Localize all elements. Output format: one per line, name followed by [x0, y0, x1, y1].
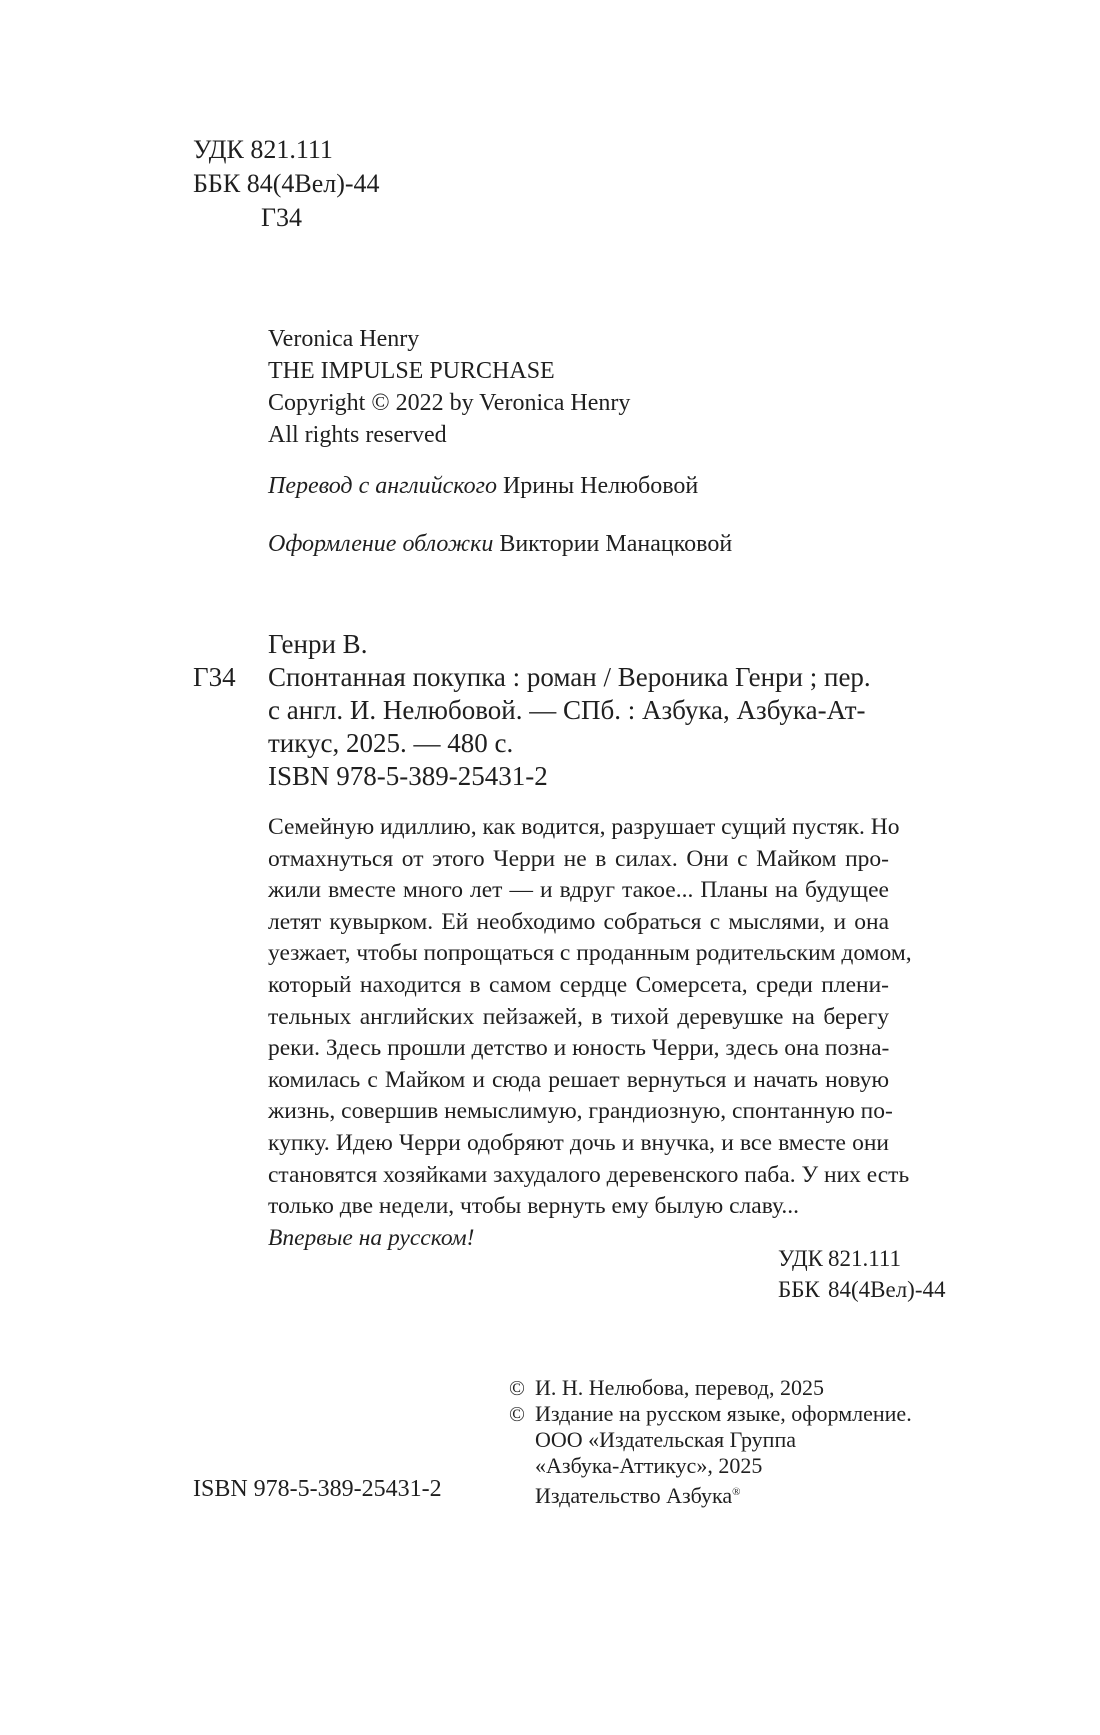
classification-top: [193, 133, 380, 235]
rights-statement: All rights reserved: [268, 422, 447, 448]
classification-bottom: [778, 1243, 946, 1305]
cover-designer-name: Виктории Манацковой: [499, 531, 733, 557]
bbk-row: [778, 1274, 946, 1305]
biblio-line: тикус, 2025. — 480 с.: [268, 728, 514, 758]
isbn-bottom: ISBN 978-5-389-25431-2: [193, 1476, 442, 1502]
copyright-icon: ©: [509, 1402, 525, 1426]
annotation-tagline: Впервые на русском!: [268, 1224, 475, 1251]
publisher-imprint: [535, 1479, 912, 1509]
translation-copyright: [509, 1375, 912, 1401]
annotation-line: комилась с Майком и сюда решает вернуться и начать новую: [268, 1066, 889, 1093]
original-copyright: Copyright © 2022 by Veronica Henry: [268, 390, 631, 416]
publisher-line: ООО «Издательская Группа: [535, 1427, 796, 1452]
bbk-code: ББК 84(4Вел)-44: [193, 169, 380, 198]
translation-credit: [268, 470, 698, 502]
copyright-notices: [509, 1375, 912, 1509]
annotation-line: становятся хозяйками захудалого деревенского паба. У них есть: [268, 1161, 910, 1188]
registered-trademark-icon: ®: [732, 1486, 741, 1498]
original-edition-info: [268, 323, 630, 451]
bibliographic-description: [268, 661, 888, 793]
bbk-label: ББК: [778, 1277, 820, 1302]
annotation-line: Семейную идиллию, как водится, разрушает сущий пустяк. Но: [268, 814, 900, 840]
udk-label: УДК: [778, 1246, 823, 1271]
cover-label: Оформление обложки: [268, 531, 494, 557]
translation-label: Перевод с английского: [268, 473, 497, 499]
edition-copyright-text: Издание на русском языке, оформление.: [535, 1401, 912, 1426]
annotation: [268, 812, 912, 1254]
author-heading: Генри В.: [268, 629, 368, 659]
cover-design-credit: [268, 528, 732, 560]
annotation-line: купку. Идею Черри одобряют дочь и внучка, и все вместе они: [268, 1129, 889, 1156]
copyright-icon: ©: [509, 1376, 525, 1400]
translator-name: Ирины Нелюбовой: [502, 473, 699, 499]
annotation-line: только две недели, чтобы вернуть ему былую славу...: [268, 1193, 800, 1220]
record-isbn: ISBN 978-5-389-25431-2: [268, 761, 548, 791]
annotation-line: уезжает, чтобы попрощаться с проданным родительским домом,: [268, 940, 912, 967]
annotation-line: летят кувырком. Ей необходимо собраться с мыслями, и она: [268, 908, 889, 935]
original-title: THE IMPULSE PURCHASE: [268, 358, 555, 384]
biblio-line: Спонтанная покупка : роман / Вероника Генри ; пер.: [268, 662, 871, 692]
biblio-line: с англ. И. Нелюбовой. — СПб. : Азбука, Азбука-Ат-: [268, 695, 866, 725]
udk-row: [778, 1243, 946, 1274]
publisher-imprint-text: Издательство Азбука: [535, 1483, 733, 1508]
author-sign: Г34: [261, 203, 303, 232]
annotation-line: реки. Здесь прошли детство и юность Черри, здесь она позна-: [268, 1035, 890, 1062]
translation-copyright-text: И. Н. Нелюбова, перевод, 2025: [535, 1375, 824, 1400]
edition-copyright: [509, 1401, 912, 1427]
record-author-sign: Г34: [193, 662, 236, 692]
original-author: Veronica Henry: [268, 326, 420, 352]
annotation-line: жили вместе много лет — и вдруг такое... Планы на будущее: [268, 877, 889, 904]
udk-code: УДК 821.111: [193, 135, 333, 164]
annotation-line: который находится в самом сердце Сомерсета, среди плени-: [268, 971, 889, 998]
annotation-line: отмахнуться от этого Черри не в силах. Они с Майком про-: [268, 845, 889, 872]
publisher-line: «Азбука-Аттикус», 2025: [535, 1453, 763, 1478]
annotation-line: жизнь, совершив немыслимую, грандиозную, спонтанную по-: [268, 1098, 893, 1125]
udk-value: 821.111: [828, 1246, 902, 1271]
bbk-value: 84(4Вел)-44: [828, 1277, 946, 1302]
annotation-line: тельных английских пейзажей, в тихой деревушке на берегу: [268, 1003, 889, 1030]
